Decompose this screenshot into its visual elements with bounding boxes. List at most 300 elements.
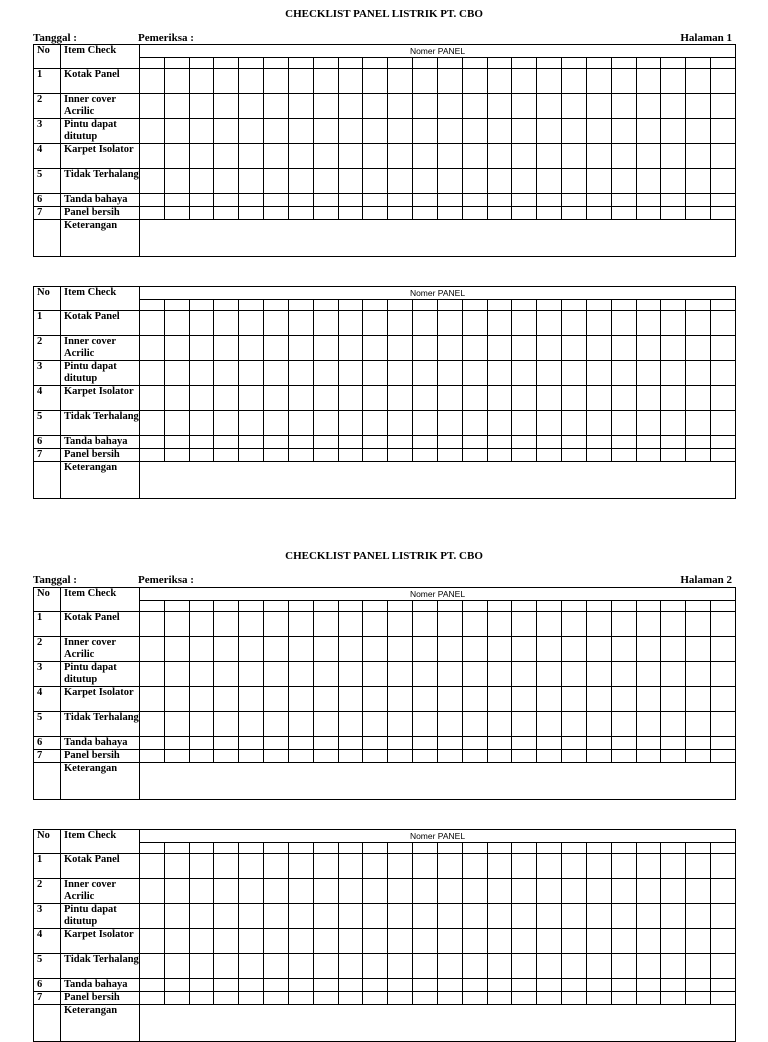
check-cell[interactable] (562, 311, 587, 336)
check-cell[interactable] (487, 737, 512, 750)
panel-number-cell[interactable] (164, 300, 189, 311)
check-cell[interactable] (711, 449, 736, 462)
check-cell[interactable] (462, 69, 487, 94)
check-cell[interactable] (636, 207, 661, 220)
check-cell[interactable] (711, 879, 736, 904)
check-cell[interactable] (611, 687, 636, 712)
check-cell[interactable] (586, 336, 611, 361)
check-cell[interactable] (189, 411, 214, 436)
panel-number-cell[interactable] (462, 58, 487, 69)
check-cell[interactable] (239, 361, 264, 386)
check-cell[interactable] (487, 612, 512, 637)
check-cell[interactable] (189, 207, 214, 220)
panel-number-cell[interactable] (437, 300, 462, 311)
panel-number-cell[interactable] (711, 300, 736, 311)
check-cell[interactable] (189, 612, 214, 637)
check-cell[interactable] (363, 979, 388, 992)
check-cell[interactable] (388, 207, 413, 220)
check-cell[interactable] (437, 750, 462, 763)
check-cell[interactable] (586, 879, 611, 904)
check-cell[interactable] (462, 336, 487, 361)
check-cell[interactable] (140, 662, 165, 687)
check-cell[interactable] (140, 449, 165, 462)
check-cell[interactable] (288, 854, 313, 879)
panel-number-cell[interactable] (189, 58, 214, 69)
check-cell[interactable] (711, 194, 736, 207)
check-cell[interactable] (288, 637, 313, 662)
check-cell[interactable] (711, 386, 736, 411)
check-cell[interactable] (140, 879, 165, 904)
check-cell[interactable] (562, 854, 587, 879)
check-cell[interactable] (214, 144, 239, 169)
check-cell[interactable] (363, 94, 388, 119)
panel-number-cell[interactable] (586, 601, 611, 612)
check-cell[interactable] (288, 169, 313, 194)
check-cell[interactable] (437, 687, 462, 712)
check-cell[interactable] (487, 69, 512, 94)
check-cell[interactable] (611, 979, 636, 992)
check-cell[interactable] (214, 992, 239, 1005)
check-cell[interactable] (388, 361, 413, 386)
check-cell[interactable] (140, 311, 165, 336)
check-cell[interactable] (711, 979, 736, 992)
check-cell[interactable] (264, 737, 289, 750)
check-cell[interactable] (686, 361, 711, 386)
check-cell[interactable] (661, 637, 686, 662)
check-cell[interactable] (462, 954, 487, 979)
panel-number-cell[interactable] (388, 300, 413, 311)
check-cell[interactable] (512, 119, 537, 144)
check-cell[interactable] (239, 662, 264, 687)
check-cell[interactable] (264, 854, 289, 879)
check-cell[interactable] (437, 954, 462, 979)
panel-number-cell[interactable] (363, 58, 388, 69)
check-cell[interactable] (611, 119, 636, 144)
check-cell[interactable] (512, 386, 537, 411)
check-cell[interactable] (164, 436, 189, 449)
check-cell[interactable] (214, 436, 239, 449)
panel-number-cell[interactable] (437, 601, 462, 612)
check-cell[interactable] (388, 929, 413, 954)
check-cell[interactable] (214, 879, 239, 904)
check-cell[interactable] (264, 361, 289, 386)
check-cell[interactable] (363, 750, 388, 763)
check-cell[interactable] (562, 336, 587, 361)
check-cell[interactable] (636, 119, 661, 144)
check-cell[interactable] (636, 854, 661, 879)
check-cell[interactable] (437, 169, 462, 194)
check-cell[interactable] (562, 612, 587, 637)
check-cell[interactable] (686, 637, 711, 662)
check-cell[interactable] (537, 904, 562, 929)
check-cell[interactable] (413, 169, 438, 194)
check-cell[interactable] (140, 207, 165, 220)
check-cell[interactable] (164, 144, 189, 169)
check-cell[interactable] (586, 449, 611, 462)
check-cell[interactable] (140, 737, 165, 750)
check-cell[interactable] (686, 69, 711, 94)
check-cell[interactable] (189, 311, 214, 336)
check-cell[interactable] (462, 436, 487, 449)
check-cell[interactable] (140, 904, 165, 929)
check-cell[interactable] (288, 904, 313, 929)
check-cell[interactable] (164, 386, 189, 411)
check-cell[interactable] (487, 207, 512, 220)
check-cell[interactable] (388, 979, 413, 992)
check-cell[interactable] (164, 992, 189, 1005)
check-cell[interactable] (512, 449, 537, 462)
check-cell[interactable] (611, 449, 636, 462)
panel-number-cell[interactable] (686, 601, 711, 612)
check-cell[interactable] (537, 687, 562, 712)
check-cell[interactable] (313, 311, 338, 336)
check-cell[interactable] (313, 94, 338, 119)
check-cell[interactable] (487, 954, 512, 979)
panel-number-cell[interactable] (264, 300, 289, 311)
check-cell[interactable] (562, 662, 587, 687)
check-cell[interactable] (363, 929, 388, 954)
check-cell[interactable] (711, 336, 736, 361)
check-cell[interactable] (487, 194, 512, 207)
check-cell[interactable] (288, 979, 313, 992)
panel-number-cell[interactable] (437, 843, 462, 854)
check-cell[interactable] (636, 612, 661, 637)
check-cell[interactable] (313, 411, 338, 436)
check-cell[interactable] (288, 386, 313, 411)
check-cell[interactable] (487, 929, 512, 954)
check-cell[interactable] (661, 737, 686, 750)
check-cell[interactable] (611, 637, 636, 662)
check-cell[interactable] (512, 94, 537, 119)
panel-number-cell[interactable] (537, 843, 562, 854)
check-cell[interactable] (537, 662, 562, 687)
check-cell[interactable] (214, 119, 239, 144)
check-cell[interactable] (636, 449, 661, 462)
check-cell[interactable] (462, 687, 487, 712)
check-cell[interactable] (338, 449, 363, 462)
panel-number-cell[interactable] (264, 843, 289, 854)
check-cell[interactable] (239, 979, 264, 992)
check-cell[interactable] (239, 954, 264, 979)
check-cell[interactable] (586, 854, 611, 879)
check-cell[interactable] (537, 94, 562, 119)
check-cell[interactable] (164, 411, 189, 436)
check-cell[interactable] (164, 94, 189, 119)
panel-number-cell[interactable] (388, 58, 413, 69)
check-cell[interactable] (338, 712, 363, 737)
check-cell[interactable] (462, 879, 487, 904)
check-cell[interactable] (537, 612, 562, 637)
check-cell[interactable] (140, 144, 165, 169)
check-cell[interactable] (363, 336, 388, 361)
check-cell[interactable] (562, 687, 587, 712)
check-cell[interactable] (338, 436, 363, 449)
check-cell[interactable] (388, 94, 413, 119)
check-cell[interactable] (586, 687, 611, 712)
check-cell[interactable] (313, 612, 338, 637)
check-cell[interactable] (214, 687, 239, 712)
check-cell[interactable] (388, 992, 413, 1005)
panel-number-cell[interactable] (636, 843, 661, 854)
check-cell[interactable] (214, 169, 239, 194)
check-cell[interactable] (686, 929, 711, 954)
check-cell[interactable] (661, 879, 686, 904)
check-cell[interactable] (562, 69, 587, 94)
check-cell[interactable] (189, 336, 214, 361)
check-cell[interactable] (562, 169, 587, 194)
panel-number-cell[interactable] (661, 58, 686, 69)
panel-number-cell[interactable] (661, 300, 686, 311)
check-cell[interactable] (512, 411, 537, 436)
check-cell[interactable] (636, 929, 661, 954)
check-cell[interactable] (586, 712, 611, 737)
check-cell[interactable] (636, 194, 661, 207)
check-cell[interactable] (363, 712, 388, 737)
check-cell[interactable] (239, 929, 264, 954)
check-cell[interactable] (661, 194, 686, 207)
check-cell[interactable] (661, 712, 686, 737)
check-cell[interactable] (586, 386, 611, 411)
check-cell[interactable] (661, 119, 686, 144)
check-cell[interactable] (338, 737, 363, 750)
check-cell[interactable] (338, 637, 363, 662)
check-cell[interactable] (288, 992, 313, 1005)
panel-number-cell[interactable] (338, 601, 363, 612)
check-cell[interactable] (686, 311, 711, 336)
check-cell[interactable] (611, 712, 636, 737)
check-cell[interactable] (537, 119, 562, 144)
check-cell[interactable] (636, 750, 661, 763)
check-cell[interactable] (711, 992, 736, 1005)
check-cell[interactable] (487, 992, 512, 1005)
check-cell[interactable] (363, 207, 388, 220)
panel-number-cell[interactable] (239, 843, 264, 854)
check-cell[interactable] (487, 637, 512, 662)
check-cell[interactable] (338, 992, 363, 1005)
check-cell[interactable] (413, 712, 438, 737)
check-cell[interactable] (586, 94, 611, 119)
check-cell[interactable] (562, 119, 587, 144)
check-cell[interactable] (214, 637, 239, 662)
check-cell[interactable] (214, 411, 239, 436)
check-cell[interactable] (487, 411, 512, 436)
check-cell[interactable] (313, 750, 338, 763)
check-cell[interactable] (164, 687, 189, 712)
check-cell[interactable] (239, 336, 264, 361)
check-cell[interactable] (562, 929, 587, 954)
check-cell[interactable] (164, 612, 189, 637)
check-cell[interactable] (264, 662, 289, 687)
check-cell[interactable] (686, 144, 711, 169)
check-cell[interactable] (562, 737, 587, 750)
check-cell[interactable] (214, 69, 239, 94)
panel-number-cell[interactable] (164, 601, 189, 612)
check-cell[interactable] (487, 336, 512, 361)
check-cell[interactable] (313, 119, 338, 144)
check-cell[interactable] (512, 737, 537, 750)
keterangan-field[interactable] (140, 220, 736, 257)
check-cell[interactable] (462, 411, 487, 436)
check-cell[interactable] (140, 94, 165, 119)
check-cell[interactable] (437, 637, 462, 662)
panel-number-cell[interactable] (487, 601, 512, 612)
check-cell[interactable] (140, 854, 165, 879)
check-cell[interactable] (264, 712, 289, 737)
check-cell[interactable] (686, 194, 711, 207)
check-cell[interactable] (636, 94, 661, 119)
check-cell[interactable] (512, 662, 537, 687)
check-cell[interactable] (413, 992, 438, 1005)
check-cell[interactable] (363, 662, 388, 687)
check-cell[interactable] (164, 336, 189, 361)
check-cell[interactable] (537, 750, 562, 763)
check-cell[interactable] (611, 207, 636, 220)
check-cell[interactable] (512, 854, 537, 879)
check-cell[interactable] (214, 94, 239, 119)
check-cell[interactable] (413, 144, 438, 169)
check-cell[interactable] (512, 687, 537, 712)
check-cell[interactable] (140, 687, 165, 712)
check-cell[interactable] (338, 169, 363, 194)
panel-number-cell[interactable] (586, 300, 611, 311)
check-cell[interactable] (214, 662, 239, 687)
check-cell[interactable] (338, 687, 363, 712)
check-cell[interactable] (636, 311, 661, 336)
check-cell[interactable] (537, 311, 562, 336)
check-cell[interactable] (686, 612, 711, 637)
check-cell[interactable] (562, 750, 587, 763)
panel-number-cell[interactable] (413, 300, 438, 311)
check-cell[interactable] (711, 311, 736, 336)
check-cell[interactable] (661, 854, 686, 879)
check-cell[interactable] (611, 436, 636, 449)
check-cell[interactable] (239, 194, 264, 207)
check-cell[interactable] (487, 449, 512, 462)
check-cell[interactable] (512, 194, 537, 207)
check-cell[interactable] (437, 854, 462, 879)
check-cell[interactable] (512, 929, 537, 954)
check-cell[interactable] (189, 929, 214, 954)
check-cell[interactable] (462, 94, 487, 119)
check-cell[interactable] (338, 612, 363, 637)
check-cell[interactable] (413, 311, 438, 336)
check-cell[interactable] (413, 854, 438, 879)
check-cell[interactable] (140, 436, 165, 449)
panel-number-cell[interactable] (363, 300, 388, 311)
check-cell[interactable] (313, 929, 338, 954)
check-cell[interactable] (636, 712, 661, 737)
check-cell[interactable] (413, 119, 438, 144)
check-cell[interactable] (189, 436, 214, 449)
panel-number-cell[interactable] (686, 300, 711, 311)
panel-number-cell[interactable] (338, 58, 363, 69)
check-cell[interactable] (611, 904, 636, 929)
check-cell[interactable] (512, 144, 537, 169)
check-cell[interactable] (214, 854, 239, 879)
check-cell[interactable] (611, 194, 636, 207)
check-cell[interactable] (711, 69, 736, 94)
check-cell[interactable] (562, 449, 587, 462)
panel-number-cell[interactable] (214, 58, 239, 69)
check-cell[interactable] (288, 436, 313, 449)
check-cell[interactable] (611, 311, 636, 336)
check-cell[interactable] (164, 954, 189, 979)
check-cell[interactable] (313, 169, 338, 194)
check-cell[interactable] (239, 737, 264, 750)
check-cell[interactable] (487, 712, 512, 737)
check-cell[interactable] (264, 194, 289, 207)
check-cell[interactable] (537, 144, 562, 169)
check-cell[interactable] (189, 979, 214, 992)
check-cell[interactable] (462, 207, 487, 220)
check-cell[interactable] (562, 712, 587, 737)
check-cell[interactable] (338, 361, 363, 386)
check-cell[interactable] (537, 854, 562, 879)
check-cell[interactable] (487, 94, 512, 119)
panel-number-cell[interactable] (140, 58, 165, 69)
check-cell[interactable] (711, 662, 736, 687)
panel-number-cell[interactable] (512, 843, 537, 854)
check-cell[interactable] (214, 194, 239, 207)
check-cell[interactable] (711, 854, 736, 879)
check-cell[interactable] (611, 411, 636, 436)
check-cell[interactable] (462, 737, 487, 750)
check-cell[interactable] (512, 207, 537, 220)
check-cell[interactable] (586, 436, 611, 449)
check-cell[interactable] (686, 662, 711, 687)
check-cell[interactable] (239, 712, 264, 737)
check-cell[interactable] (313, 954, 338, 979)
check-cell[interactable] (487, 311, 512, 336)
panel-number-cell[interactable] (711, 601, 736, 612)
check-cell[interactable] (711, 144, 736, 169)
check-cell[interactable] (388, 411, 413, 436)
panel-number-cell[interactable] (288, 300, 313, 311)
check-cell[interactable] (264, 879, 289, 904)
check-cell[interactable] (288, 119, 313, 144)
check-cell[interactable] (288, 311, 313, 336)
check-cell[interactable] (462, 637, 487, 662)
check-cell[interactable] (140, 194, 165, 207)
check-cell[interactable] (512, 612, 537, 637)
check-cell[interactable] (462, 361, 487, 386)
check-cell[interactable] (313, 737, 338, 750)
check-cell[interactable] (264, 449, 289, 462)
check-cell[interactable] (661, 311, 686, 336)
panel-number-cell[interactable] (413, 843, 438, 854)
check-cell[interactable] (686, 854, 711, 879)
check-cell[interactable] (264, 411, 289, 436)
check-cell[interactable] (214, 737, 239, 750)
check-cell[interactable] (661, 750, 686, 763)
check-cell[interactable] (140, 169, 165, 194)
check-cell[interactable] (388, 687, 413, 712)
check-cell[interactable] (189, 637, 214, 662)
check-cell[interactable] (611, 169, 636, 194)
check-cell[interactable] (636, 361, 661, 386)
check-cell[interactable] (512, 992, 537, 1005)
panel-number-cell[interactable] (214, 601, 239, 612)
panel-number-cell[interactable] (686, 58, 711, 69)
check-cell[interactable] (711, 411, 736, 436)
check-cell[interactable] (239, 311, 264, 336)
check-cell[interactable] (189, 169, 214, 194)
check-cell[interactable] (611, 94, 636, 119)
panel-number-cell[interactable] (214, 300, 239, 311)
check-cell[interactable] (239, 750, 264, 763)
panel-number-cell[interactable] (537, 601, 562, 612)
check-cell[interactable] (214, 386, 239, 411)
